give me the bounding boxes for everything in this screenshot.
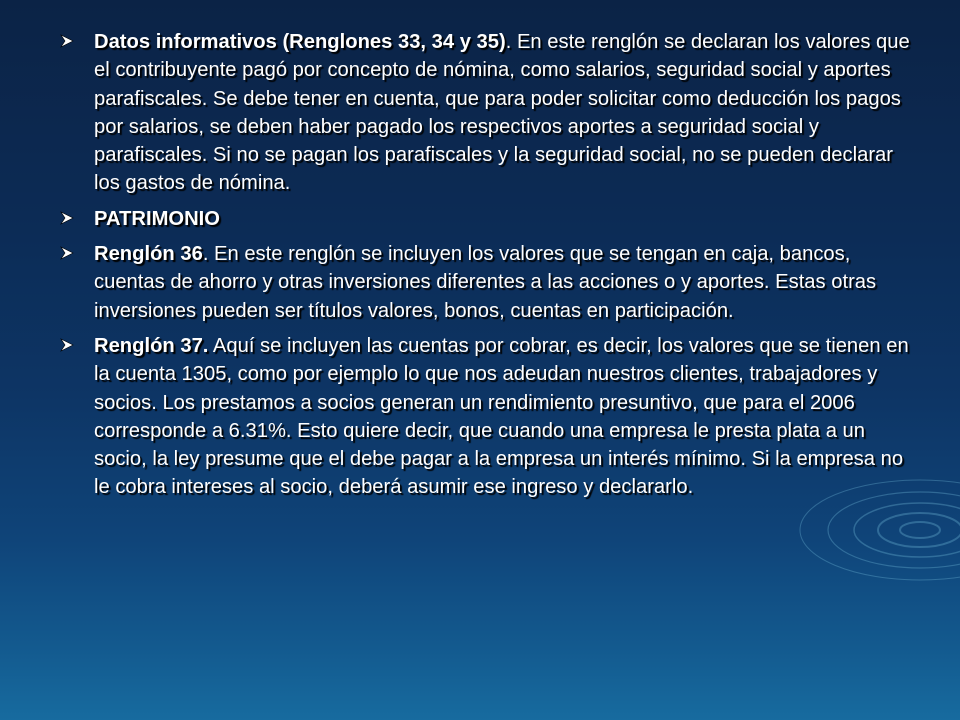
list-item: [60, 205, 920, 233]
item-text: [94, 240, 920, 325]
item-lead: Renglón 37.: [94, 334, 209, 357]
arrowhead-bullet-icon: [60, 28, 94, 48]
item-body: . En este renglón se declaran los valores que el contribuyente pagó por concepto de nómina, como salarios, seguridad social y aportes parafiscales. Se debe tener en cuenta, que para poder solicitar como deducción los pagos por salarios, se deben haber pagado los respectivos aportes a seguridad social y parafiscales. Si no se pagan los parafiscales y la seguridad social, no se pueden declarar los gastos de nómina.: [94, 31, 910, 195]
item-lead: Datos informativos (Renglones 33, 34 y 35): [94, 31, 506, 53]
item-lead: Renglón 36: [94, 243, 203, 266]
arrowhead-bullet-icon: [60, 332, 94, 352]
item-body: Aquí se incluyen las cuentas por cobrar, es decir, los valores que se tienen en la cuenta 1305, como por ejemplo lo que nos adeudan nuestros clientes, trabajadores y socios. Los prestamos a socios generan un rendimiento presuntivo, que para el 2006 corresponde a 6.31%. Esto quiere decir, que cuando una empresa le presta plata a un socio, la ley presume que el debe pagar a la empresa un interés mínimo. Si la empresa no le cobra intereses al socio, deberá asumir ese ingreso y declararlo.: [94, 334, 909, 499]
item-text: [94, 205, 220, 233]
item-text: [94, 332, 920, 502]
bullet-list: [60, 28, 920, 509]
list-item: [60, 240, 920, 325]
item-body: . En este renglón se incluyen los valores que se tengan en caja, bancos, cuentas de ahorro y otras inversiones diferentes a las acciones o y aportes. Estas otras inversiones pueden ser títulos valores, bonos, cuentas en participación.: [94, 243, 877, 322]
item-text: [94, 28, 920, 198]
list-item: [60, 28, 920, 198]
arrowhead-bullet-icon: [60, 205, 94, 225]
section-heading: PATRIMONIO: [94, 207, 220, 230]
arrowhead-bullet-icon: [60, 240, 94, 260]
list-item: [60, 332, 920, 502]
